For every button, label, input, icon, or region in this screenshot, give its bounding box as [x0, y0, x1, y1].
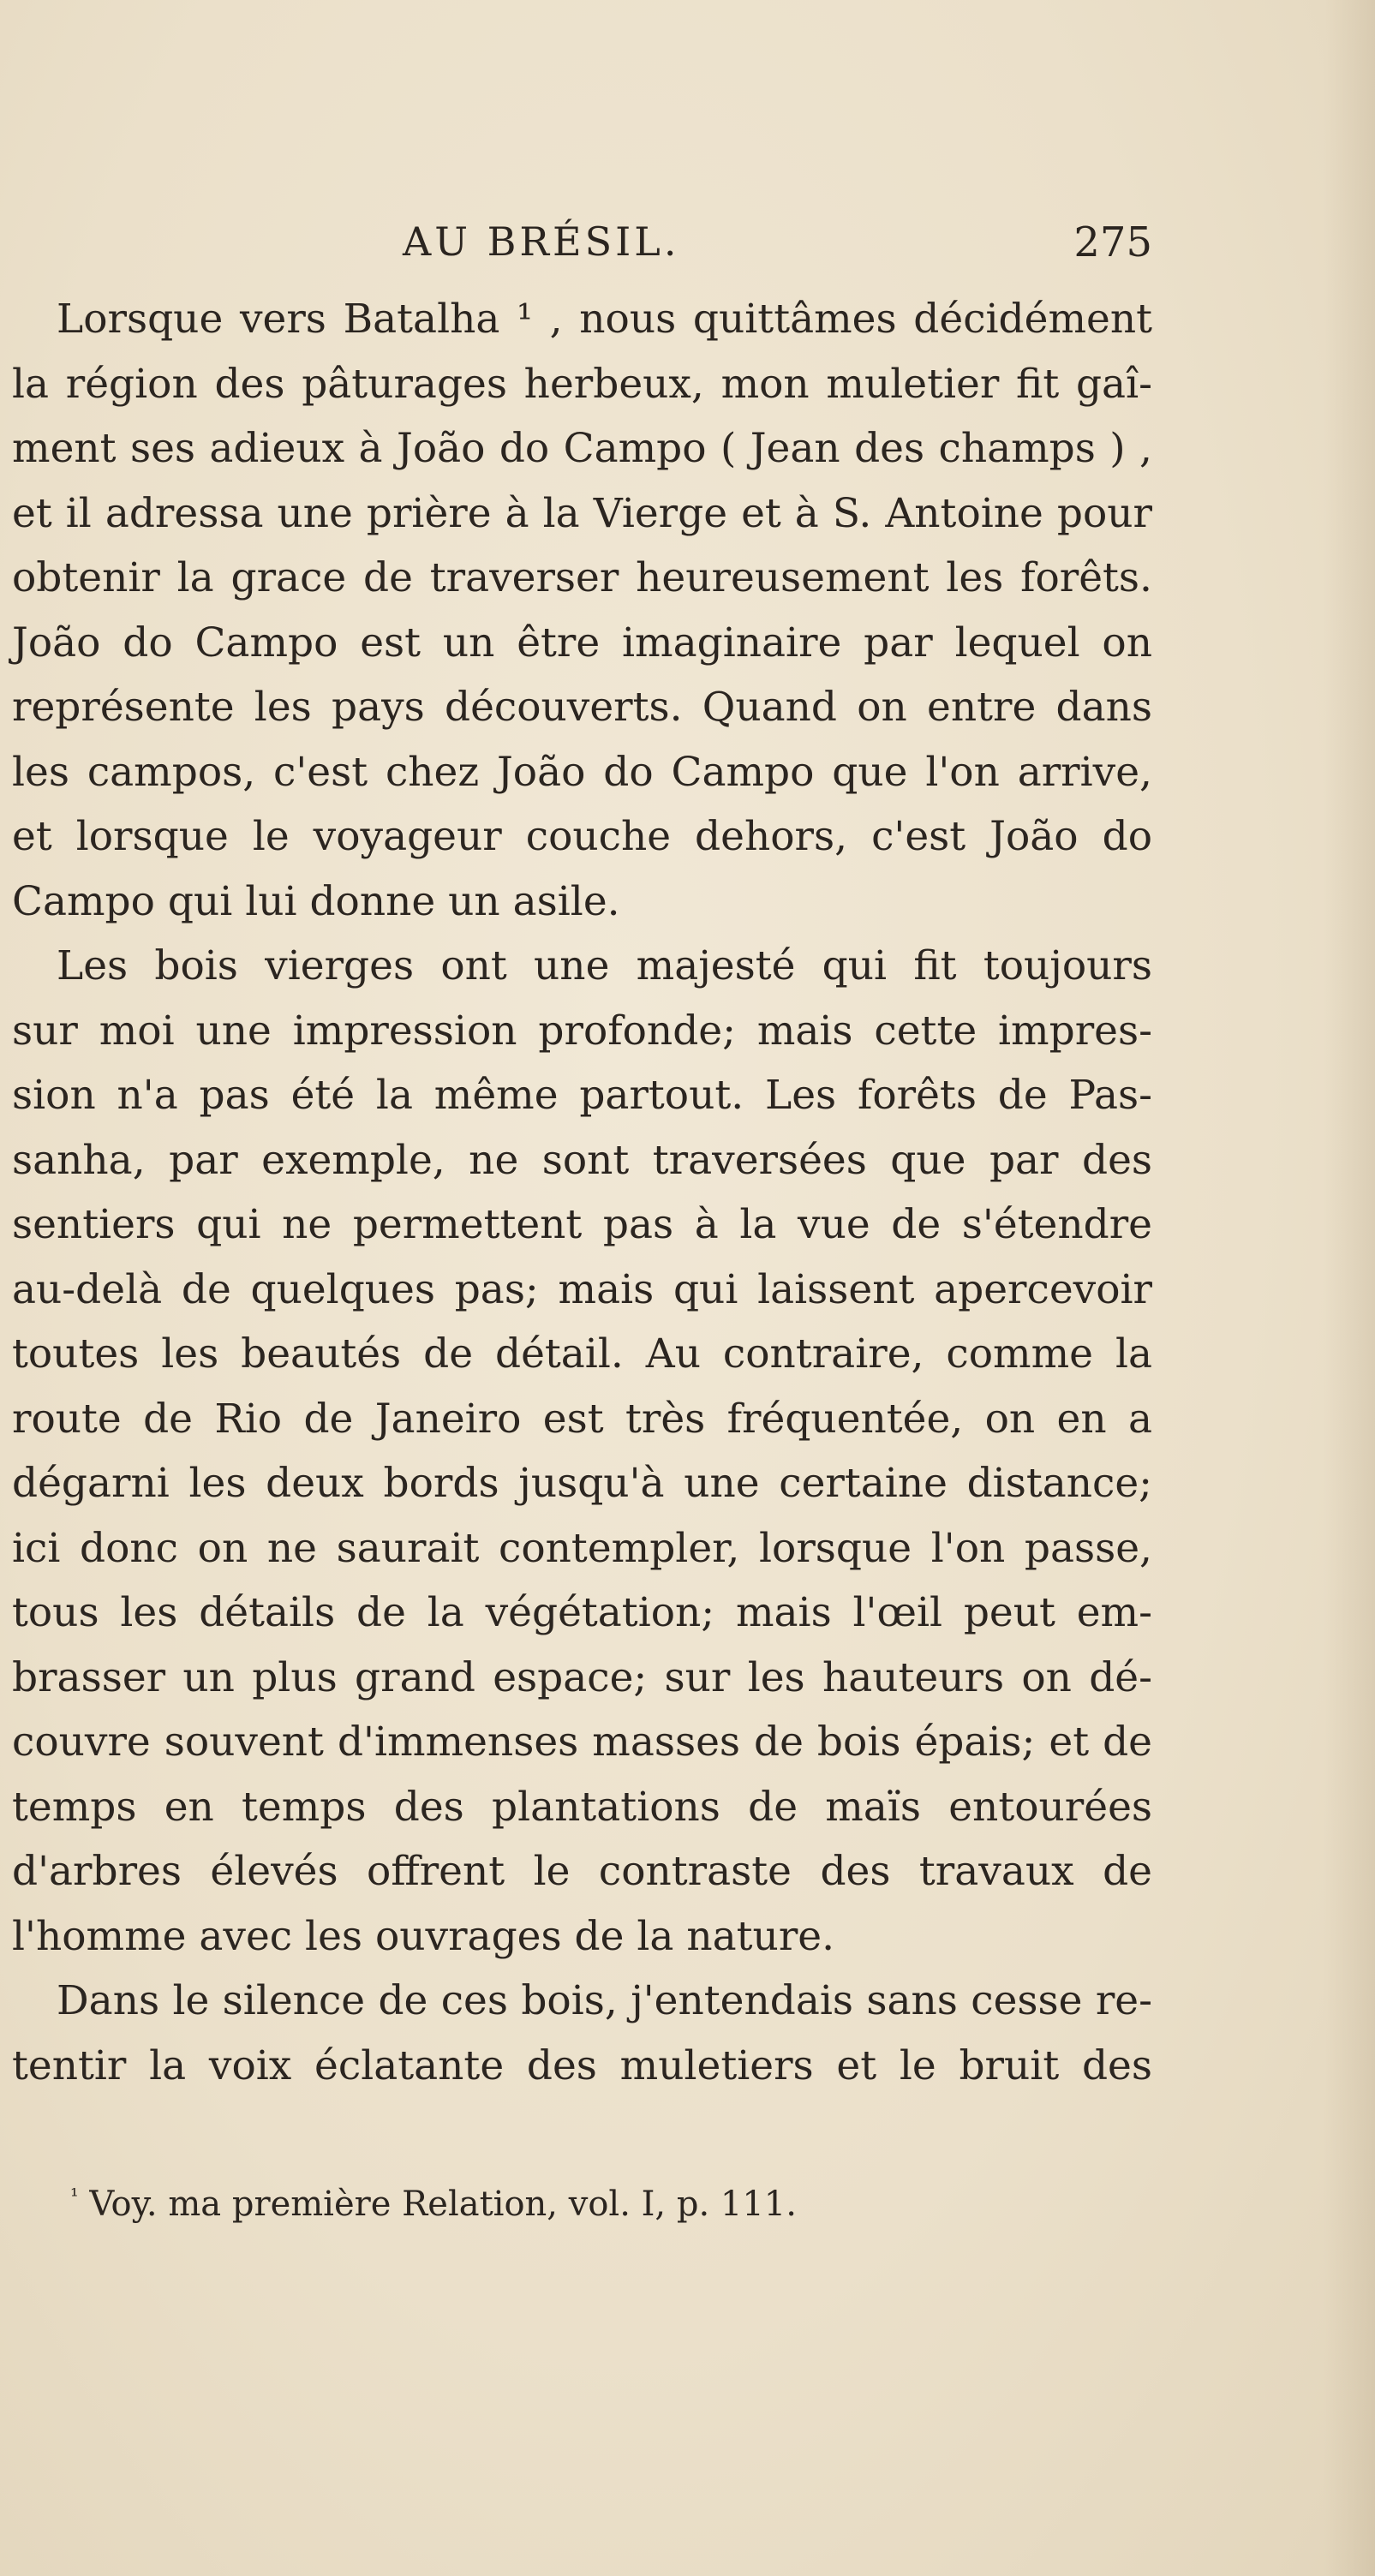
text-line: Campo qui lui donne un asile. [12, 877, 620, 925]
text-line: Dans le silence de ces bois, j'entendais sans cesse re- [57, 1977, 1152, 2024]
text-line: d'arbres élevés offrent le contraste des travaux de [12, 1848, 1152, 1895]
text-line: et lorsque le voyageur couche dehors, c'est João do [12, 813, 1152, 860]
text-line: Les bois vierges ont une majesté qui fit toujours [57, 942, 1152, 989]
text-line: Lorsque vers Batalha ¹ , nous quittâmes décidément [57, 296, 1152, 343]
text-line: couvre souvent d'immenses masses de bois épais; et de [12, 1718, 1152, 1766]
footnote-marker: ¹ [70, 2184, 79, 2208]
body-text [12, 287, 1152, 2098]
text-line: tentir la voix éclatante des muletiers et le bruit des [12, 2041, 1152, 2089]
footnote-text: Voy. ma première Relation, vol. I, p. 111. [89, 2185, 797, 2224]
text-line: route de Rio de Janeiro est très fréquentée, on en a [12, 1395, 1152, 1443]
page-number: 275 [1073, 218, 1152, 266]
text-line: la région des pâturages herbeux, mon muletier fit gaî- [12, 360, 1152, 408]
text-line: les campos, c'est chez João do Campo que l'on arrive, [12, 748, 1152, 796]
text-line: et il adressa une prière à la Vierge et à S. Antoine pour [12, 489, 1152, 537]
text-line: au-delà de quelques pas; mais qui laissent apercevoir [12, 1265, 1152, 1313]
text-line: sion n'a pas été la même partout. Les forêts de Pas- [12, 1072, 1152, 1119]
text-line: ici donc on ne saurait contempler, lorsque l'on passe, [12, 1524, 1152, 1572]
text-line: brasser un plus grand espace; sur les hauteurs on dé- [12, 1653, 1152, 1701]
text-line: toutes les beautés de détail. Au contraire, comme la [12, 1330, 1152, 1378]
text-line: João do Campo est un être imaginaire par lequel on [12, 619, 1152, 666]
text-line: dégarni les deux bords jusqu'à une certaine distance; [12, 1460, 1152, 1507]
footnote [70, 2185, 797, 2224]
text-line: tous les détails de la végétation; mais l'œil peut em- [12, 1589, 1152, 1636]
text-line: sur moi une impression profonde; mais cette impres- [12, 1007, 1152, 1055]
text-line: temps en temps des plantations de maïs entourées [12, 1783, 1152, 1831]
text-line: sentiers qui ne permettent pas à la vue de s'étendre [12, 1201, 1152, 1248]
page-header [26, 218, 1152, 278]
text-line: sanha, par exemple, ne sont traversées que par des [12, 1136, 1152, 1184]
text-line: obtenir la grace de traverser heureusement les forêts. [12, 554, 1152, 601]
page-edge-shadow [1324, 0, 1375, 2576]
text-line: représente les pays découverts. Quand on entre dans [12, 684, 1152, 731]
text-line: ment ses adieux à João do Campo ( Jean des champs ) , [12, 425, 1152, 472]
text-line: l'homme avec les ouvrages de la nature. [12, 1912, 835, 1960]
running-head: AU BRÉSIL. [403, 218, 680, 265]
